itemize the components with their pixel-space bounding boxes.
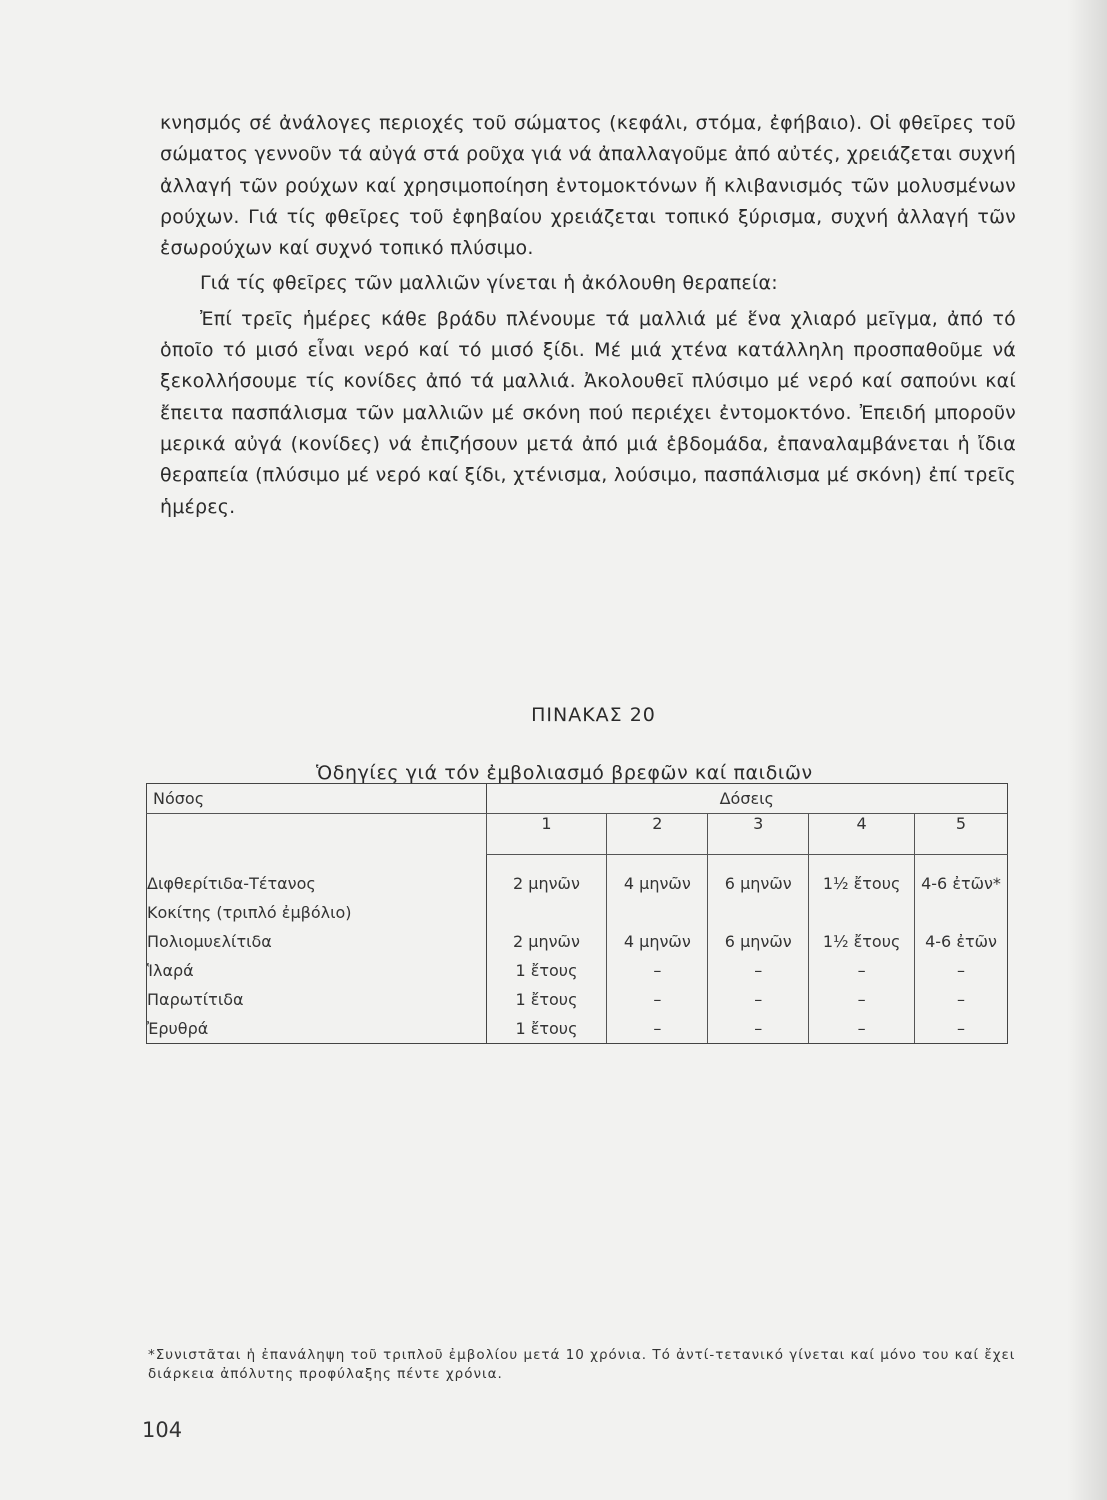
disease-cell: Παρωτίτιδα	[147, 985, 487, 1014]
dose-cell	[486, 898, 607, 927]
disease-cell: Πολιομυελίτιδα	[147, 927, 487, 956]
disease-cell: Ἱλαρά	[147, 956, 487, 985]
dose-cell: –	[708, 956, 809, 985]
dose-cell: –	[708, 1014, 809, 1044]
dose-cell: –	[708, 985, 809, 1014]
dose-cell	[915, 898, 1008, 927]
dose-cell: 1 ἔτους	[486, 1014, 607, 1044]
vaccination-table	[146, 783, 1008, 1044]
disease-header: Νόσος	[147, 784, 487, 814]
dose-cell: 4 μηνῶν	[607, 865, 708, 898]
table-row	[147, 898, 1008, 927]
dose-cell: –	[607, 985, 708, 1014]
dose-cell: 4-6 ἐτῶν*	[915, 865, 1008, 898]
disease-cell: Ἐρυθρά	[147, 1014, 487, 1044]
dose-cell: –	[915, 956, 1008, 985]
dose-cell: 6 μηνῶν	[708, 865, 809, 898]
dose-number-4: 4	[809, 814, 915, 855]
table-subtitle: Ὁδηγίες γιά τόν ἐμβολιασμό βρεφῶν καί παιδιῶν	[316, 762, 813, 784]
body-text	[160, 108, 1016, 523]
dose-cell: –	[915, 985, 1008, 1014]
table-header-row	[147, 784, 1008, 814]
dose-cell: 1½ ἔτους	[809, 927, 915, 956]
header-blank-cell	[147, 814, 487, 855]
dose-cell: 4-6 ἐτῶν	[915, 927, 1008, 956]
table-row	[147, 956, 1008, 985]
dose-number-2: 2	[607, 814, 708, 855]
dose-cell: 4 μηνῶν	[607, 927, 708, 956]
page-number: 104	[142, 1418, 183, 1442]
paragraph-treatment: Ἐπί τρεῖς ἡμέρες κάθε βράδυ πλένουμε τά μαλλιά μέ ἕνα χλιαρό μεῖγμα, ἀπό τό ὁποῖο τό μισό εἶναι νερό καί τό μισό ξίδι. Μέ μιά χτένα κατάλληλη προσπαθοῦμε νά ξεκολλήσουμε τίς κονίδες ἀπό τά μαλλιά. Ἀκολουθεῖ πλύσιμο μέ νερό καί σαπούνι καί ἔπειτα πασπάλισμα τῶν μαλλιῶν μέ σκόνη πού περιέχει ἐντομοκτόνο. Ἐπειδή μποροῦν μερικά αὐγά (κονίδες) νά ἐπιζήσουν μετά ἀπό μιά ἑβδομάδα, ἐπαναλαμβάνεται ἡ ἴδια θεραπεία (πλύσιμο μέ νερό καί ξίδι, χτένισμα, λούσιμο, πασπάλισμα μέ σκόνη) ἐπί τρεῖς ἡμέρες.	[160, 307, 1016, 518]
dose-cell: –	[607, 956, 708, 985]
doses-header: Δόσεις	[486, 784, 1007, 814]
dose-cell: 1 ἔτους	[486, 956, 607, 985]
dose-cell	[708, 898, 809, 927]
footnote: *Συνιστᾶται ἡ ἐπανάληψη τοῦ τριπλοῦ ἐμβολίου μετά 10 χρόνια. Τό ἀντί-τετανικό γίνεται καί μόνο του καί ἔχει διάρκεια ἀπόλυτης προφύλαξης πέντε χρόνια.	[148, 1347, 1016, 1382]
dose-cell: –	[809, 956, 915, 985]
dose-cell: –	[915, 1014, 1008, 1044]
dose-cell	[607, 898, 708, 927]
table-row	[147, 985, 1008, 1014]
dose-number-1: 1	[486, 814, 607, 855]
disease-cell: Κοκίτης (τριπλό ἐμβόλιο)	[147, 898, 487, 927]
table-row	[147, 1014, 1008, 1044]
dose-cell: –	[809, 1014, 915, 1044]
table-title: ΠΙΝΑΚΑΣ 20	[531, 704, 656, 726]
table-row	[147, 927, 1008, 956]
paragraph-lice-body: κνησμός σέ ἀνάλογες περιοχές τοῦ σώματος (κεφάλι, στόμα, ἐφήβαιο). Οἱ φθεῖρες τοῦ σώματος γεννοῦν τά αὐγά στά ροῦχα γιά νά ἀπαλλαγοῦμε ἀπό αὐτές, χρειάζεται συχνή ἀλλαγή τῶν ρούχων καί χρησιμοποίηση ἐντομοκτόνων ἤ κλιβανισμός τῶν μολυσμένων ρούχων. Γιά τίς φθεῖρες τοῦ ἐφηβαίου χρειάζεται τοπικό ξύρισμα, συχνή ἀλλαγή τῶν ἐσωρούχων καί συχνό τοπικό πλύσιμο.	[160, 112, 1016, 260]
disease-cell: Διφθερίτιδα-Τέτανος	[147, 865, 487, 898]
table-spacer	[147, 855, 1008, 866]
dose-number-row	[147, 814, 1008, 855]
paragraph-hair-lice-intro: Γιά τίς φθεῖρες τῶν μαλλιῶν γίνεται ἡ ἀκόλουθη θεραπεία:	[200, 272, 778, 295]
dose-number-5: 5	[915, 814, 1008, 855]
dose-cell: 6 μηνῶν	[708, 927, 809, 956]
dose-cell: 1½ ἔτους	[809, 865, 915, 898]
dose-cell: –	[607, 1014, 708, 1044]
dose-cell	[809, 898, 915, 927]
dose-cell: 1 ἔτους	[486, 985, 607, 1014]
dose-cell: 2 μηνῶν	[486, 865, 607, 898]
page-edge-shadow	[1067, 0, 1107, 1500]
dose-cell: –	[809, 985, 915, 1014]
table-row	[147, 865, 1008, 898]
dose-number-3: 3	[708, 814, 809, 855]
dose-cell: 2 μηνῶν	[486, 927, 607, 956]
